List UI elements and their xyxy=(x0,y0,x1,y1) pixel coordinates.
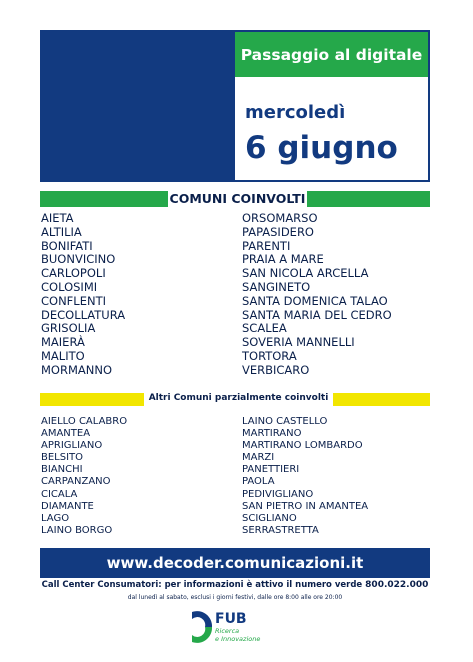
list-item: SAN PIETRO IN AMANTEA xyxy=(242,500,369,512)
list-item: SOVERIA MANNELLI xyxy=(242,335,355,350)
list-item: BUONVICINO xyxy=(41,252,116,267)
list-item: ORSOMARSO xyxy=(242,211,318,225)
callcenter-line xyxy=(20,580,450,590)
weekday-label: mercoledì xyxy=(245,102,346,123)
fub-logo xyxy=(188,610,288,650)
list-item: GRISOLIA xyxy=(41,321,96,336)
logo-tagline-line1: Ricerca xyxy=(215,627,240,635)
list-item: CICALA xyxy=(41,488,78,500)
section-bar-right xyxy=(307,191,430,207)
main-list-left xyxy=(41,212,125,378)
date-label: 6 giugno xyxy=(245,130,398,166)
hero-panel xyxy=(235,32,428,180)
list-item: AIELLO CALABRO xyxy=(41,416,128,427)
list-item: CARLOPOLI xyxy=(41,266,106,281)
list-item: SAN NICOLA ARCELLA xyxy=(242,266,369,281)
phone-number[interactable]: 800.022.000 xyxy=(365,580,429,590)
list-item: AIETA xyxy=(41,211,74,225)
list-item: CONFLENTI xyxy=(41,293,106,308)
section-title-partial: Altri Comuni parzialmente coinvolti xyxy=(148,393,329,403)
website-bar xyxy=(40,548,430,578)
fub-logo-icon xyxy=(188,610,214,644)
list-item: LAINO CASTELLO xyxy=(242,416,328,427)
callcenter-text: Call Center Consumatori: per informazioni è attivo il numero verde xyxy=(41,580,363,590)
list-item: PANETTIERI xyxy=(242,464,300,476)
list-item: MARZI xyxy=(242,452,275,464)
list-item: MALITO xyxy=(41,348,85,363)
list-item: LAINO BORGO xyxy=(41,524,113,536)
list-item: MARTIRANO LOMBARDO xyxy=(242,440,363,452)
list-item: COLOSIMI xyxy=(41,279,98,294)
list-item: BONIFATI xyxy=(41,238,93,253)
list-item: APRIGLIANO xyxy=(41,440,103,452)
partial-bar-left xyxy=(40,393,144,406)
hero-block xyxy=(40,30,430,182)
partial-list-left xyxy=(41,416,127,537)
list-item: SERRASTRETTA xyxy=(242,524,319,536)
list-item: LAGO xyxy=(41,512,70,524)
partial-list-right xyxy=(242,416,368,537)
list-item: ALTILIA xyxy=(41,224,82,239)
list-item: SCALEA xyxy=(242,321,287,336)
list-item: PAOLA xyxy=(242,476,275,488)
hero-banner: Passaggio al digitale xyxy=(235,32,428,77)
list-item: TORTORA xyxy=(242,348,297,363)
list-item: AMANTEA xyxy=(41,428,91,440)
list-item: BELSITO xyxy=(41,452,84,464)
logo-tagline xyxy=(215,628,260,643)
list-item: PARENTI xyxy=(242,238,291,253)
section-bar-left xyxy=(40,191,168,207)
website-link[interactable]: www.decoder.comunicazioni.it xyxy=(106,554,364,572)
list-item: CARPANZANO xyxy=(41,476,111,488)
main-list-right xyxy=(242,212,392,378)
list-item: SCIGLIANO xyxy=(242,512,297,524)
list-item: PRAIA A MARE xyxy=(242,252,324,267)
list-item: PEDIVIGLIANO xyxy=(242,488,314,500)
list-item: SANGINETO xyxy=(242,279,311,294)
list-item: BIANCHI xyxy=(41,464,83,476)
list-item: DECOLLATURA xyxy=(41,307,126,322)
list-item: VERBICARO xyxy=(242,362,310,377)
list-item: MORMANNO xyxy=(41,362,113,377)
list-item: DIAMANTE xyxy=(41,500,94,512)
list-item: SANTA MARIA DEL CEDRO xyxy=(242,307,392,322)
logo-tagline-line2: e Innovazione xyxy=(215,634,261,643)
hours-text: dal lunedì al sabato, esclusi i giorni festivi, dalle ore 8:00 alle ore 20:00 xyxy=(127,594,343,601)
list-item: MARTIRANO xyxy=(242,428,302,440)
list-item: SANTA DOMENICA TALAO xyxy=(242,293,388,308)
logo-name: FUB xyxy=(215,611,247,627)
list-item: PAPASIDERO xyxy=(242,224,314,239)
partial-bar-right xyxy=(333,393,430,406)
list-item: MAIERÀ xyxy=(41,335,85,350)
section-title-main: COMUNI COINVOLTI xyxy=(169,191,306,206)
